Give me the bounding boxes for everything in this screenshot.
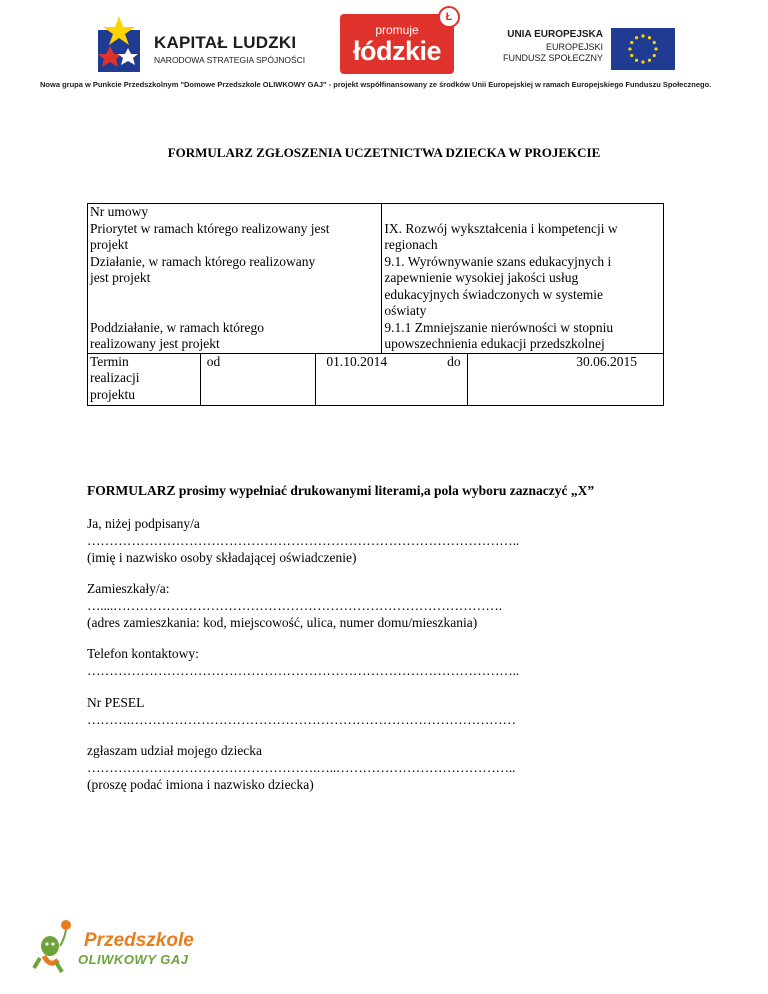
eu-star-icon: [654, 47, 657, 50]
eu-star-icon: [630, 54, 633, 57]
eu-star-icon: [653, 54, 656, 57]
lodzkie-badge-icon: Ł: [438, 6, 460, 28]
child-name-field[interactable]: …………………………………………….…..…………………………………..: [87, 760, 516, 775]
eu-line-1: UNIA EUROPEJSKA: [507, 29, 603, 40]
eu-star-icon: [653, 41, 656, 44]
table-row: [88, 221, 664, 254]
kapital-ludzki-emblem-icon: [92, 16, 146, 74]
address-label: Zamieszkały/a:: [87, 581, 170, 596]
dzialanie-label: Działanie, w ramach którego realizowany jest projekt: [88, 254, 382, 320]
phone-label: Telefon kontaktowy:: [87, 646, 199, 661]
table-row: [88, 204, 664, 221]
section-address: [87, 580, 502, 631]
eu-star-icon: [641, 34, 644, 37]
eu-star-icon: [630, 41, 633, 44]
eu-star-icon: [648, 36, 651, 39]
kapital-ludzki-logo: [92, 16, 306, 76]
section-phone: [87, 645, 519, 679]
nr-umowy-label: Nr umowy: [88, 204, 382, 221]
pesel-field[interactable]: ……….……………………………………………………………………………: [87, 712, 516, 727]
table-row: [88, 353, 664, 405]
od-value: 01.10.2014 do: [316, 353, 468, 405]
project-info-table: [87, 203, 664, 406]
dzialanie-value: 9.1. Wyrównywanie szans edukacyjnych i zapewnienie wysokiej jakości usług edukacyjnych świadczonych w systemie oświaty: [382, 254, 664, 320]
child-hint: (proszę podać imiona i nazwisko dziecka): [87, 777, 314, 792]
poddzialanie-value: 9.1.1 Zmniejszanie nierówności w stopniu upowszechnienia edukacji przedszkolnej: [382, 320, 664, 354]
section-signed: [87, 515, 519, 566]
eu-star-icon: [628, 47, 631, 50]
eu-line-3: FUNDUSZ SPOŁECZNY: [502, 53, 603, 63]
eu-star-icon: [641, 60, 644, 63]
signed-label: Ja, niżej podpisany/a: [87, 516, 200, 531]
eu-star-icon: [635, 59, 638, 62]
pesel-label: Nr PESEL: [87, 695, 145, 710]
promuje-label: promuje: [375, 23, 419, 37]
project-funding-line: Nowa grupa w Punkcie Przedszkolnym "Domowe Przedszkole OLIWKOWY GAJ" - projekt współfinansowany ze środków Unii Europejskiej w ramach Europejskiego Funduszu Społecznego.: [40, 80, 712, 89]
priorytet-label: Priorytet w ramach którego realizowany jest projekt: [88, 221, 382, 254]
form-instructions: FORMULARZ prosimy wypełniać drukowanymi literami,a pola wyboru zaznaczyć „X”: [87, 483, 595, 498]
eu-logo: [502, 28, 675, 72]
przedszkole-oliwkowy-gaj-logo: [30, 916, 210, 976]
form-title: FORMULARZ ZGŁOSZENIA UCZETNICTWA DZIECKA W PROJEKCIE: [167, 145, 601, 160]
od-label: od: [200, 353, 316, 405]
table-row: [88, 320, 664, 354]
nr-umowy-value: [382, 204, 664, 221]
section-child: [87, 742, 515, 793]
priorytet-value: IX. Rozwój wykształcenia i kompetencji w regionach: [382, 221, 664, 254]
eu-star-icon: [648, 59, 651, 62]
eu-star-icon: [635, 36, 638, 39]
logo-line-1: Przedszkole: [84, 930, 194, 951]
eu-flag-icon: [611, 28, 675, 70]
table-row: [88, 254, 664, 320]
lodzkie-label: łódzkie: [352, 36, 442, 66]
phone-field[interactable]: ……………………………………………………………………………………..: [87, 663, 519, 678]
child-label: zgłaszam udział mojego dziecka: [87, 743, 263, 758]
termin-label: Termin realizacji projektu: [88, 353, 201, 405]
address-field[interactable]: …....…………………………………………………………………………….: [87, 598, 502, 613]
signed-hint: (imię i nazwisko osoby składającej oświadczenie): [87, 550, 357, 565]
poddzialanie-label: Poddziałanie, w ramach którego realizowany jest projekt: [88, 320, 382, 354]
logo-line-2: OLIWKOWY GAJ: [78, 952, 189, 967]
eu-line-2: EUROPEJSKI: [545, 42, 603, 52]
kapital-ludzki-title: KAPITAŁ LUDZKI: [154, 33, 297, 52]
signed-name-field[interactable]: ……………………………………………………………………………………..: [87, 533, 519, 548]
kapital-ludzki-subtitle: NARODOWA STRATEGIA SPÓJNOŚCI: [154, 55, 306, 65]
section-pesel: [87, 694, 516, 728]
address-hint: (adres zamieszkania: kod, miejscowość, ulica, numer domu/mieszkania): [87, 615, 478, 630]
promuje-lodzkie-logo: [340, 6, 480, 74]
do-value: 30.06.2015: [468, 353, 664, 405]
do-label: do: [447, 353, 461, 369]
